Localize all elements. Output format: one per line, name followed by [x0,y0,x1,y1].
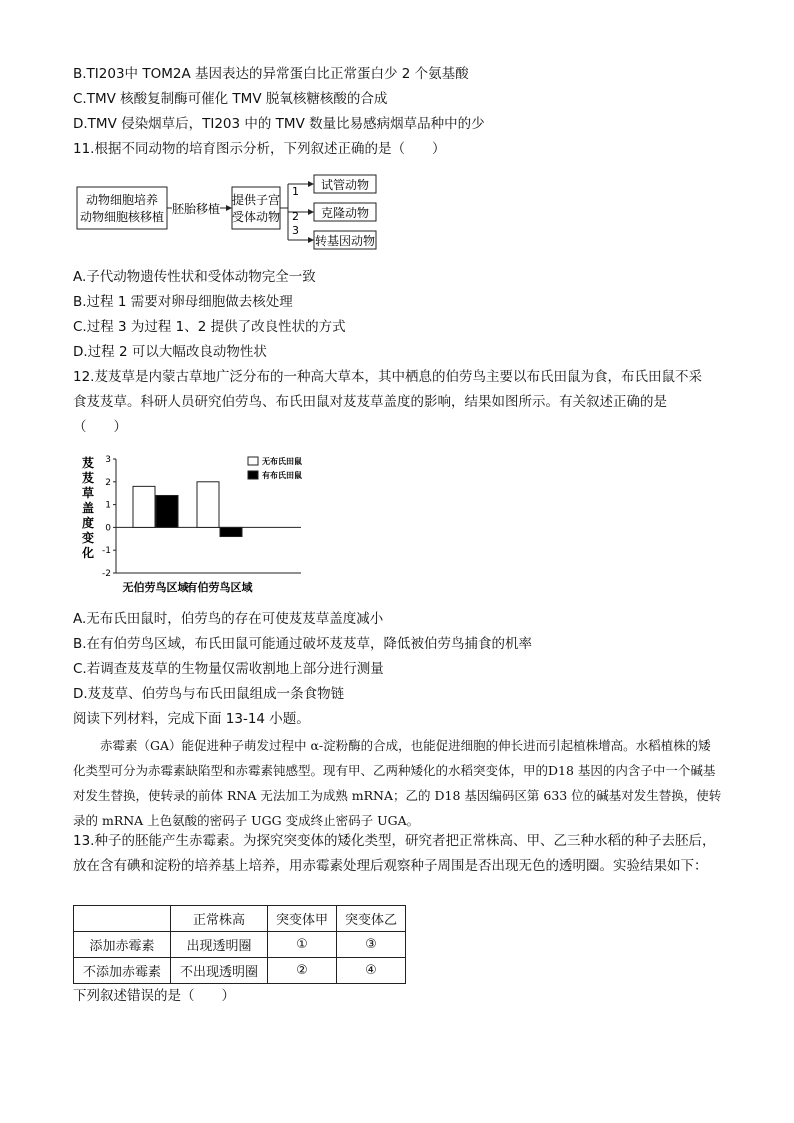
table-cell: 不添加赤霉素 [74,958,171,984]
left-box-line-1: 动物细胞培养 [85,193,159,207]
coverage-bar-chart [76,449,326,599]
q12-stem-line-3: （ ） [73,419,127,435]
output-test-tube-animal: 试管动物 [320,178,370,192]
y-tick-label: 2 [105,477,111,488]
legend-label: 无布氏田鼠 [262,457,302,466]
table-cell: ② [268,958,337,984]
q10-option-b: B.TI203中 TOM2A 基因表达的异常蛋白比正常蛋白少 2 个氨基酸 [73,66,469,82]
q11-stem: 11.根据不同动物的培育图示分析，下列叙述正确的是（ ） [73,141,446,157]
bar-1-1 [220,527,242,536]
table-cell: ① [268,932,337,958]
output-cloned-animal: 克隆动物 [320,206,370,220]
table-cell: 添加赤霉素 [74,932,171,958]
q12-option-a: A.无布氏田鼠时，伯劳鸟的存在可使芨芨草盖度减小 [73,611,384,627]
q11-option-a: A.子代动物遗传性状和受体动物完全一致 [73,269,316,285]
branch-3-number: 3 [292,224,299,237]
table-header-row [74,906,406,932]
y-axis-label [81,455,94,560]
table-header-cell: 突变体乙 [337,906,406,932]
y-tick-label: 0 [105,523,111,534]
y-label-char: 化 [81,546,95,560]
y-tick-label: -1 [102,546,111,557]
q11-option-b: B.过程 1 需要对卵母细胞做去核处理 [73,294,293,310]
table-header-cell: 突变体甲 [268,906,337,932]
q12-stem-line-2: 食芨芨草。科研人员研究伯劳鸟、布氏田鼠对芨芨草盖度的影响，结果如图所示。有关叙述正确的是 [73,394,667,410]
legend-swatch [248,471,258,479]
bar-0-0 [133,486,155,527]
table-cell: ③ [337,932,406,958]
branch-2-number: 2 [292,210,299,223]
reading-instruction: 阅读下列材料，完成下面 13-14 小题。 [73,711,310,727]
y-label-char: 芨 [81,456,95,470]
legend-swatch [248,457,258,465]
experiment-table [73,905,406,984]
legend-label: 有布氏田鼠 [262,471,302,480]
bar-0-1 [156,495,178,527]
breeding-flow-diagram [76,170,386,255]
y-label-char: 芨 [81,471,95,485]
mid-box-line-1: 提供子宫 [231,193,281,207]
q12-option-d: D.芨芨草、伯劳鸟与布氏田鼠组成一条食物链 [73,686,345,702]
y-label-char: 盖 [81,501,95,515]
table-cell: 不出现透明圈 [171,958,268,984]
y-label-char: 变 [81,531,95,545]
table-cell: ④ [337,958,406,984]
y-tick-label: -2 [102,569,111,579]
embryo-transfer-label: 胚胎移植 [171,202,221,216]
q13-question: 下列叙述错误的是（ ） [73,988,235,1004]
q10-option-d: D.TMV 侵染烟草后，TI203 中的 TMV 数量比易感病烟草品种中的少 [73,116,485,132]
y-label-char: 草 [81,486,95,500]
x-category-label: 无伯劳鸟区域 [122,581,189,594]
table-header-cell: 正常株高 [171,906,268,932]
table-row [74,932,406,958]
q13-stem: 13.种子的胚能产生赤霉素。为探究突变体的矮化类型，研究者把正常株高、甲、乙三种水稻的种子去胚后，放在含有碘和淀粉的培养基上培养，用赤霉素处理后观察种子周围是否出现无色的透明圈。实验结果如下： [73,833,716,874]
y-tick-label: 3 [105,455,111,465]
q12-option-b: B.在有伯劳鸟区域，布氏田鼠可能通过破坏芨芨草，降低被伯劳鸟捕食的机率 [73,636,533,652]
mid-box-line-2: 受体动物 [231,210,281,224]
bar-1-0 [197,482,219,528]
y-tick-label: 1 [105,500,111,511]
q12-stem-line-1: 12.芨芨草是内蒙古草地广泛分布的一种高大草本，其中栖息的伯劳鸟主要以布氏田鼠为食，布氏田鼠不采 [73,369,702,385]
table-cell: 出现透明圈 [171,932,268,958]
q10-option-c: C.TMV 核酸复制酶可催化 TMV 脱氧核糖核酸的合成 [73,91,388,107]
q11-option-c: C.过程 3 为过程 1、2 提供了改良性状的方式 [73,319,346,335]
x-category-label: 有伯劳鸟区域 [186,581,253,594]
left-box-line-2: 动物细胞核移植 [79,210,165,224]
y-label-char: 度 [81,516,95,530]
q11-option-d: D.过程 2 可以大幅改良动物性状 [73,344,267,360]
table-row [74,958,406,984]
material-paragraph: 赤霉素（GA）能促进种子萌发过程中 α-淀粉酶的合成，也能促进细胞的伸长进而引起植株增高。水稻植株的矮化类型可分为赤霉素缺陷型和赤霉素钝感型。现有甲、乙两种矮化的水稻突变体，甲的D18 基因的内含子中一个碱基对发生替换，使转录的前体 RNA 无法加工为成熟 mRNA；乙的 D18 基因编码区第 633 位的碱基对发生替换，使转录的 mRNA 上色氨酸的密码子 UGG 变成终止密码子 UGA。 [73,738,722,828]
branch-1-number: 1 [292,185,299,198]
table-header-cell [74,906,171,932]
output-transgenic-animal: 转基因动物 [314,234,376,248]
q12-option-c: C.若调查芨芨草的生物量仅需收割地上部分进行测量 [73,661,384,677]
